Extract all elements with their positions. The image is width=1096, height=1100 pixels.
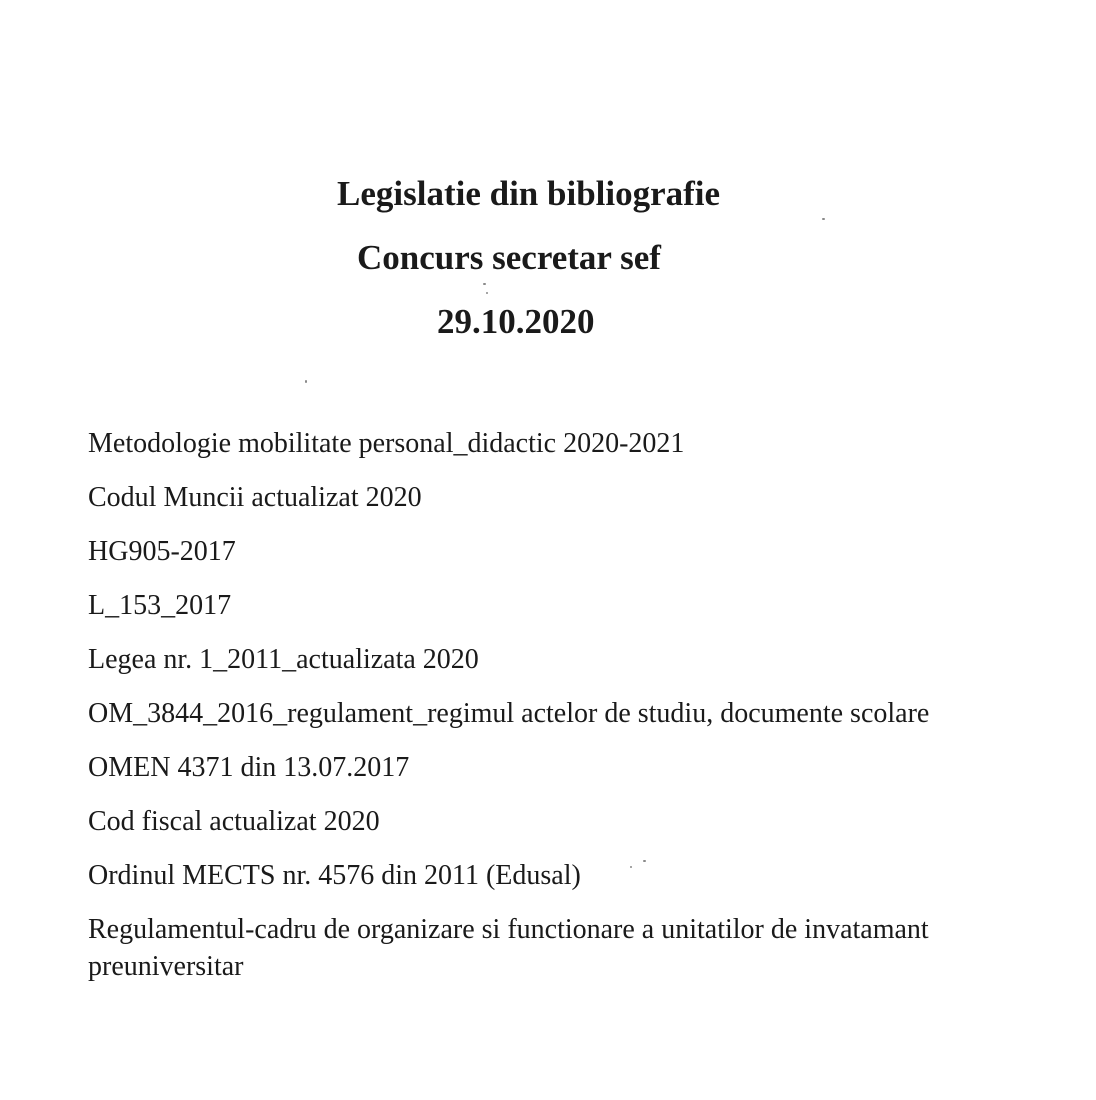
- document-date: 29.10.2020: [437, 302, 595, 341]
- scan-speck: [483, 283, 486, 285]
- legislation-list: [88, 425, 988, 1002]
- list-item: OMEN 4371 din 13.07.2017: [88, 752, 410, 783]
- document-title: Legislatie din bibliografie: [337, 174, 721, 213]
- list-item: Ordinul MECTS nr. 4576 din 2011 (Edusal): [88, 860, 581, 891]
- list-item: Codul Muncii actualizat 2020: [88, 482, 422, 513]
- list-item: Cod fiscal actualizat 2020: [88, 806, 380, 837]
- list-item: Metodologie mobilitate personal_didactic 2020-2021: [88, 428, 685, 459]
- list-item: OM_3844_2016_regulament_regimul actelor de studiu, documente scolare: [88, 698, 930, 729]
- list-item: Regulamentul-cadru de organizare si functionare a unitatilor de invatamant preuniversitar: [88, 914, 929, 982]
- scan-speck: [486, 292, 488, 294]
- scan-speck: [822, 218, 825, 220]
- document-subtitle: Concurs secretar sef: [357, 238, 661, 277]
- list-item: Legea nr. 1_2011_actualizata 2020: [88, 644, 479, 675]
- list-item: L_153_2017: [88, 590, 232, 621]
- scan-speck: [643, 860, 646, 862]
- scan-speck: [305, 380, 307, 383]
- scan-speck: [630, 866, 632, 868]
- list-item: HG905-2017: [88, 536, 236, 567]
